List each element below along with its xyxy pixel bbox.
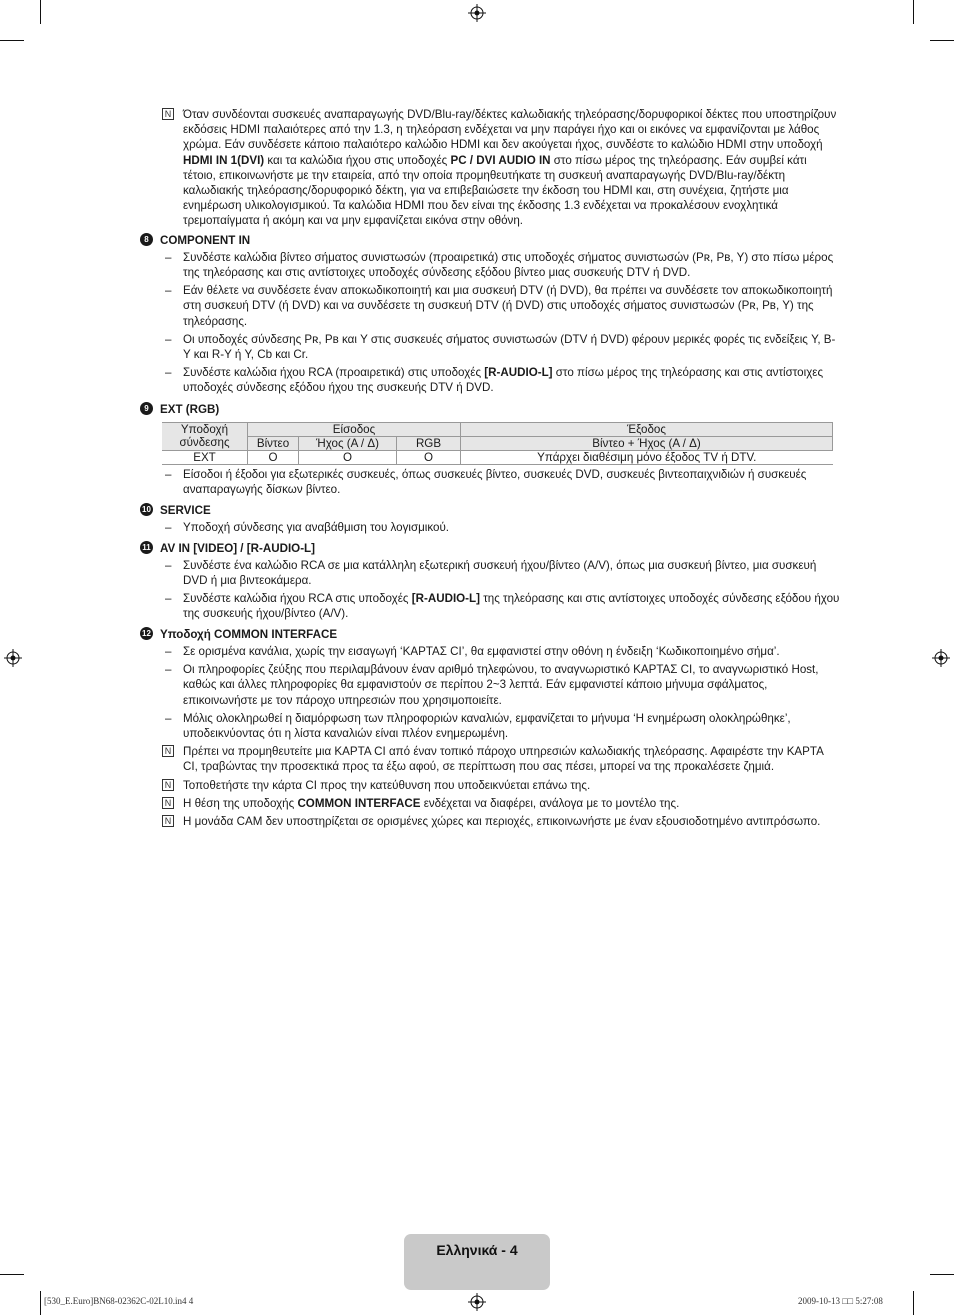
- crop-mark: [913, 0, 914, 24]
- registration-mark-icon: [468, 4, 486, 22]
- table-header-output: Έξοδος: [461, 422, 833, 436]
- crop-mark: [40, 0, 41, 24]
- list-item-text: Μόλις ολοκληρωθεί η διαμόρφωση των πληροφοριών καναλιών, εμφανίζεται το μήνυμα ‘Η ενημέρωση ολοκληρώθηκε’, υποδεικνύοντας ότι η λίστα καναλιών είναι πλέον ενημερωμένη.: [183, 711, 791, 740]
- list-item: – Υποδοχή σύνδεσης για αναβάθμιση του λογισμικού.: [165, 521, 450, 535]
- ext-connector-table: [162, 422, 833, 465]
- note-text: στο πίσω μέρος της τηλεόρασης. Εάν συμβεί κάτι τέτοιο, επικοινωνήστε με την εταιρεία, από την οποία προμηθευτήκατε τη συσκευή αναπαραγωγής DVD/Blu-ray/δέκτη καλωδιακής τηλεόρασης/δορυφορικό δέκτη, για να επιβεβαιώσετε την έκδοση του HDMI και, στη συνέχεια, ζητήστε μια ενημέρωση υλικολογισμικού. Τα καλώδια HDMI που δεν είναι της έκδοσης 1.3 ενδέχεται να προκαλέσουν ενοχλητικά τρεμοπαίγματα ή ακόμη και να μην εμφανίζεται εικόνα στην οθόνη.: [183, 153, 807, 228]
- list-item: – Οι πληροφορίες ζεύξης που περιλαμβάνουν έναν αριθμό τηλεφώνου, το αναγνωριστικό ΚΑΡΤΑΣ CI, το αναγνωριστικό Host, καθώς και άλλες πληροφορίες θα εμφανιστούν σε περίπου 2~3 λεπτά. Εάν εμφανιστεί κάποιο μήνυμα σφάλματος, επικοινωνήστε με τον πάροχο υπηρεσιών που χρησιμοποιείτε.: [165, 663, 819, 707]
- section-title: AV IN [VIDEO] / [R-AUDIO-L]: [160, 541, 315, 555]
- crop-mark: [40, 1291, 41, 1315]
- list-item-text: Συνδέστε καλώδια βίντεο σήματος συνιστωσών (προαιρετικά) στις υποδοχές σήματος συνιστωσών (Pʀ, Pʙ, Y) στο πίσω μέρος της τηλεόρασης και στις αντίστοιχες υποδοχές σύνδεσης εξόδου βίντεο μιας συσκευής DTV ή DVD.: [183, 250, 834, 280]
- list-item-text: Σε ορισμένα κανάλια, χωρίς την εισαγωγή ‘ΚΑΡΤΑΣ CI’, θα εμφανιστεί στην οθόνη η ένδειξη ‘Κωδικοποιημένο σήμα’.: [183, 644, 780, 658]
- list-item-text: Συνδέστε καλώδια ήχου RCA στις υποδοχές: [183, 592, 412, 606]
- section-title: EXT (RGB): [160, 402, 220, 416]
- list-item-text: Συνδέστε ένα καλώδιο RCA σε μια κατάλληλη εξωτερική συσκευή ήχου/βίντεο (A/V), όπως μια συσκευή βίντεο, μια συσκευή DVD ή μια βιντεοκάμερα.: [183, 558, 817, 588]
- list-item: – Σε ορισμένα κανάλια, χωρίς την εισαγωγή ‘ΚΑΡΤΑΣ CI’, θα εμφανιστεί στην οθόνη η ένδειξη ‘Κωδικοποιημένο σήμα’.: [165, 644, 780, 658]
- section-number-badge: 9: [140, 402, 153, 415]
- note-icon: N: [162, 745, 174, 757]
- section-heading-ci: [140, 627, 840, 642]
- list-item-bold: [R-AUDIO-L]: [411, 592, 480, 606]
- section-number-badge: 10: [140, 503, 153, 516]
- section-heading-avin: [140, 541, 840, 556]
- page-number: Ελληνικά - 4: [436, 1242, 518, 1258]
- list-item-text: Οι πληροφορίες ζεύξης που περιλαμβάνουν έναν αριθμό τηλεφώνου, το αναγνωριστικό ΚΑΡΤΑΣ CI, το αναγνωριστικό Host, καθώς και άλλες πληροφορίες θα εμφανιστούν σε περίπου 2~3 λεπτά. Εάν εμφανιστεί κάποιο μήνυμα σφάλματος, επικοινωνήστε με τον πάροχο υπηρεσιών που χρησιμοποιείτε.: [183, 663, 819, 707]
- crop-mark: [913, 1291, 914, 1315]
- print-timestamp: 2009-10-13 □□ 5:27:08: [798, 1296, 883, 1306]
- note-item: [140, 814, 840, 829]
- note-text: και τα καλώδια ήχου στις υποδοχές: [264, 153, 451, 167]
- table-cell: O: [299, 450, 397, 464]
- note-icon: N: [162, 108, 174, 120]
- table-header-input: Είσοδος: [248, 422, 461, 436]
- crop-mark: [0, 1274, 24, 1275]
- registration-mark-icon: [932, 649, 950, 667]
- note-bold: HDMI IN 1(DVI): [183, 153, 265, 167]
- table-cell: O: [397, 450, 461, 464]
- section-title: SERVICE: [160, 504, 211, 518]
- table-row: [162, 450, 833, 464]
- list-item: – Συνδέστε καλώδια ήχου RCA στις υποδοχές [R-AUDIO-L] της τηλεόρασης και στις αντίστοιχες υποδοχές σύνδεσης εξόδου ήχου της συσκευής ήχου/βίντεο (A/V).: [165, 592, 840, 621]
- section-title: COMPONENT IN: [160, 233, 251, 247]
- table-cell: Υπάρχει διαθέσιμη μόνο έξοδος TV ή DTV.: [461, 450, 833, 464]
- crop-mark: [0, 40, 24, 41]
- section-heading-ext: [140, 402, 840, 417]
- list-item: – Συνδέστε καλώδια βίντεο σήματος συνιστωσών (προαιρετικά) στις υποδοχές σήματος συνιστωσών (Pʀ, Pʙ, Y) στο πίσω μέρος της τηλεόρασης και στις αντίστοιχες υποδοχές σύνδεσης εξόδου βίντεο μιας συσκευής DTV ή DVD.: [165, 250, 834, 280]
- note-hdmi: [140, 107, 840, 229]
- table-header-output-sub: Βίντεο + Ήχος (A / Δ): [461, 436, 833, 450]
- note-text: Η θέση της υποδοχής: [183, 796, 298, 810]
- note-item: [140, 744, 840, 774]
- table-header-rgb: RGB: [397, 436, 461, 450]
- crop-mark: [930, 1274, 954, 1275]
- list-item-text: Συνδέστε καλώδια ήχου RCA (προαιρετικά) στις υποδοχές: [183, 366, 485, 380]
- page-number-tab: [404, 1234, 550, 1290]
- note-icon: N: [162, 779, 174, 791]
- list-item: – Εάν θέλετε να συνδέσετε έναν αποκωδικοποιητή και μια συσκευή DTV (ή DVD), θα πρέπει να συνδέσετε τον αποκωδικοποιητή στη συσκευή DTV (ή DVD) και να συνδέσετε τη συσκευή DTV (ή DVD) στις υποδοχές σήματος συνιστωσών (Pʀ, Pʙ, Y) της τηλεόρασης.: [165, 284, 833, 328]
- list-item-text: Εάν θέλετε να συνδέσετε έναν αποκωδικοποιητή και μια συσκευή DTV (ή DVD), θα πρέπει να συνδέσετε τον αποκωδικοποιητή στη συσκευή DTV (ή DVD) και να συνδέσετε τη συσκευή DTV (ή DVD) στις υποδοχές σήματος συνιστωσών (Pʀ, Pʙ, Y) της τηλεόρασης.: [183, 284, 833, 328]
- note-item: [140, 796, 840, 811]
- list-item: – Μόλις ολοκληρωθεί η διαμόρφωση των πληροφοριών καναλιών, εμφανίζεται το μήνυμα ‘Η ενημέρωση ολοκληρώθηκε’, υποδεικνύοντας ότι η λίστα καναλιών είναι πλέον ενημερωμένη.: [165, 711, 791, 740]
- content-body: [140, 107, 840, 829]
- table-header-video: Βίντεο: [248, 436, 299, 450]
- note-icon: N: [162, 815, 174, 827]
- note-item: [140, 778, 840, 793]
- list-item-text: Είσοδοι ή έξοδοι για εξωτερικές συσκευές, όπως συσκευές βίντεο, συσκευές DVD, συσκευές βιντεοπαιχνιδιών ή συσκευές αναπαραγωγής δίσκων βίντεο.: [183, 467, 807, 497]
- note-text: Τοποθετήστε την κάρτα CI προς την κατεύθυνση που υποδεικνύεται επάνω της.: [183, 778, 591, 792]
- section-title: Υποδοχή COMMON INTERFACE: [160, 627, 338, 641]
- table-header-connector: Υποδοχή σύνδεσης: [162, 422, 248, 450]
- note-text: Πρέπει να προμηθευτείτε μια ΚΑΡΤΑ CI από έναν τοπικό πάροχο υπηρεσιών καλωδιακής τηλεόρασης. Αφαιρέστε την ΚΑΡΤΑ CI, τραβώντας την προσεκτικά προς τα έξω αφού, σε περίπτωση που σας πέσει, μπορεί να της προκαλέσετε ζημιά.: [183, 745, 824, 774]
- list-item-bold: [R-AUDIO-L]: [484, 366, 553, 380]
- section-number-badge: 8: [140, 233, 153, 246]
- list-item-text: στο πίσω μέρος της τηλεόρασης και στις αντίστοιχες υποδοχές σύνδεσης εξόδου ήχου της συσκευής DTV ή DVD.: [183, 366, 824, 395]
- note-text: Η μονάδα CAM δεν υποστηρίζεται σε ορισμένες χώρες και περιοχές, επικοινωνήστε με έναν εξουσιοδοτημένο αντιπρόσωπο.: [183, 814, 821, 828]
- table-cell: EXT: [162, 450, 248, 464]
- note-text: ενδέχεται να διαφέρει, ανάλογα με το μοντέλο της.: [420, 796, 680, 810]
- note-icon: N: [162, 797, 174, 809]
- list-item: – Οι υποδοχές σύνδεσης Pʀ, Pʙ και Y στις συσκευές σήματος συνιστωσών (DTV ή DVD) φέρουν μερικές φορές τις ενδείξεις Y, B-Y και R-Y ή Y, Cb και Cr.: [165, 332, 836, 362]
- list-item: – Συνδέστε καλώδια ήχου RCA (προαιρετικά) στις υποδοχές [R-AUDIO-L] στο πίσω μέρος της τηλεόρασης και στις αντίστοιχες υποδοχές σύνδεσης εξόδου ήχου της συσκευής DTV ή DVD.: [165, 366, 824, 395]
- section-heading-component: [140, 233, 840, 248]
- section-number-badge: 12: [140, 627, 153, 640]
- list-item: – Συνδέστε ένα καλώδιο RCA σε μια κατάλληλη εξωτερική συσκευή ήχου/βίντεο (A/V), όπως μια συσκευή βίντεο, μια συσκευή DVD ή μια βιντεοκάμερα.: [165, 558, 817, 588]
- table-header-audio: Ήχος (A / Δ): [299, 436, 397, 450]
- note-bold: PC / DVI AUDIO IN: [450, 153, 551, 167]
- list-item: – Είσοδοι ή έξοδοι για εξωτερικές συσκευές, όπως συσκευές βίντεο, συσκευές DVD, συσκευές βιντεοπαιχνιδιών ή συσκευές αναπαραγωγής δίσκων βίντεο.: [165, 467, 807, 497]
- registration-mark-icon: [468, 1293, 486, 1311]
- crop-mark: [930, 40, 954, 41]
- list-item-text: Υποδοχή σύνδεσης για αναβάθμιση του λογισμικού.: [183, 521, 450, 535]
- file-info: [530_E.Euro]BN68-02362C-02L10.in4 4: [44, 1296, 194, 1306]
- note-text: Όταν συνδέονται συσκευές αναπαραγωγής DVD/Blu-ray/δέκτες καλωδιακής τηλεόρασης/δορυφορικοί δέκτες που υποστηρίζουν εκδόσεις HDMI παλαιότερες από την 1.3, η τηλεόραση ενδέχεται να μην παράγει ήχο και οι εικόνες να εμφανίζονται με λάθος χρώμα. Εάν συνδέσετε κάποιο παλαιότερο καλώδιο HDMI και δεν ακούγεται ήχος, συνδέστε το καλώδιο HDMI στην υποδοχή: [183, 108, 837, 152]
- section-heading-service: [140, 503, 840, 518]
- list-item-text: της τηλεόρασης και στις αντίστοιχες υποδοχές σύνδεσης εξόδου ήχου της συσκευής ήχου/βίντεο (A/V).: [183, 592, 840, 621]
- list-item-text: Οι υποδοχές σύνδεσης Pʀ, Pʙ και Y στις συσκευές σήματος συνιστωσών (DTV ή DVD) φέρουν μερικές φορές τις ενδείξεις Y, B-Y και R-Y ή Y, Cb και Cr.: [183, 332, 836, 362]
- section-number-badge: 11: [140, 541, 153, 554]
- table-cell: O: [248, 450, 299, 464]
- registration-mark-icon: [4, 649, 22, 667]
- note-bold: COMMON INTERFACE: [297, 796, 421, 810]
